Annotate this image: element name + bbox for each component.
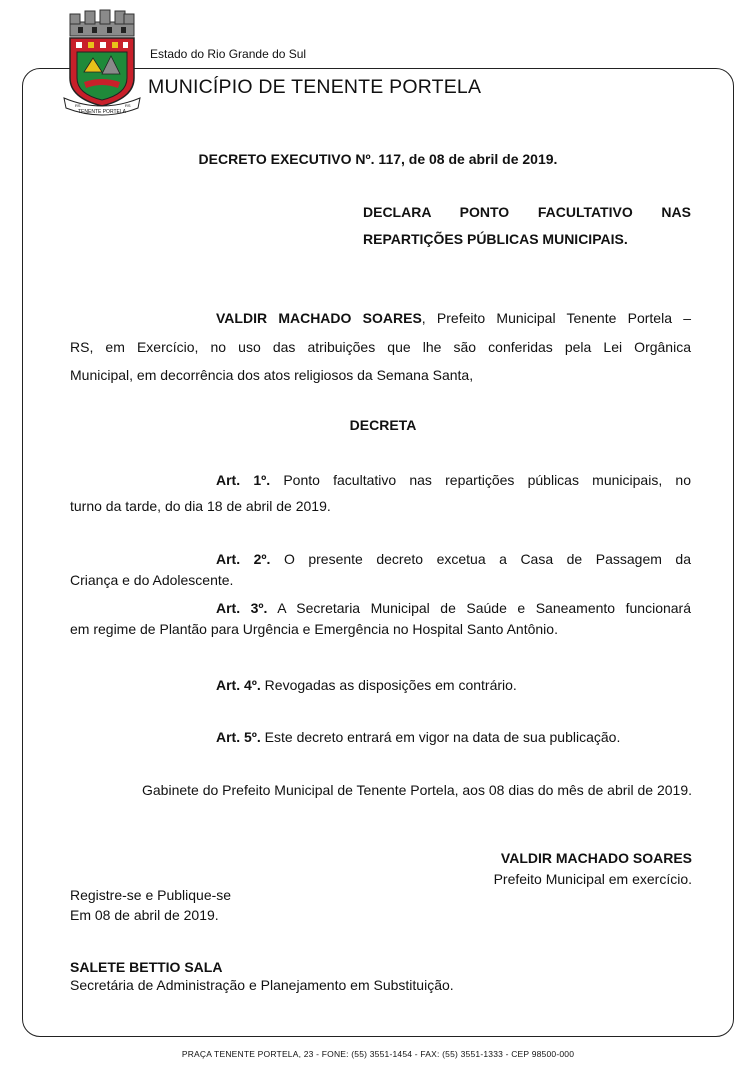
state-name: Estado do Rio Grande do Sul [150,47,307,61]
article-label: Art. 4º. [216,677,261,693]
article-1-line-2: turno da tarde, do dia 18 de abril de 2019. [70,498,331,514]
article-text: O presente decreto excetua a Casa de Passagem da [270,551,691,567]
article-1-line-1 [70,468,691,492]
article-5 [70,725,691,749]
register-line-1: Registre-se e Publique-se [70,887,232,903]
signer-title: Prefeito Municipal em exercício. [493,871,692,887]
signer-name: VALDIR MACHADO SOARES [500,850,692,866]
article-text: Ponto facultativo nas repartições públicas municipais, no [270,472,691,488]
preamble-line-1 [70,306,691,330]
footer-address: PRAÇA TENENTE PORTELA, 23 - FONE: (55) 3551-1454 - FAX: (55) 3551-1333 - CEP 98500-000 [181,1049,575,1059]
municipality-name: MUNICÍPIO DE TENENTE PORTELA [148,76,482,98]
crest-ribbon-right: RS [125,103,131,108]
article-label: Art. 5º. [216,729,261,745]
crest-ribbon-left: RS [75,103,81,108]
article-label: Art. 2º. [216,551,271,567]
preamble-line-1-text: , Prefeito Municipal Tenente Portela – [421,310,692,326]
secretary-name: SALETE BETTIO SALA [70,959,223,975]
article-label: Art. 3º. [216,600,268,616]
article-3-line-2: em regime de Plantão para Urgência e Emergência no Hospital Santo Antônio. [70,621,558,637]
decree-summary-line-2: REPARTIÇÕES PÚBLICAS MUNICIPAIS. [363,231,628,247]
municipal-crest-icon [62,8,142,118]
preamble-line-2: RS, em Exercício, no uso das atribuições que lhe são conferidas pela Lei Orgânica [70,339,691,355]
article-label: Art. 1º. [216,472,271,488]
crest-ribbon-center: TENENTE PORTELA [78,109,126,115]
mayor-name: VALDIR MACHADO SOARES [216,310,422,326]
preamble-line-3: Municipal, em decorrência dos atos religiosos da Semana Santa, [70,367,474,383]
article-text: A Secretaria Municipal de Saúde e Saneamento funcionará [267,600,692,616]
register-line-2: Em 08 de abril de 2019. [70,907,219,923]
decree-summary-line-1: DECLARA PONTO FACULTATIVO NAS [363,204,691,220]
article-2-line-2: Criança e do Adolescente. [70,572,234,588]
decreta-heading: DECRETA [349,417,417,433]
closing-line: Gabinete do Prefeito Municipal de Tenente Portela, aos 08 dias do mês de abril de 2019. [142,782,692,798]
article-text: Este decreto entrará em vigor na data de sua publicação. [260,729,621,745]
secretary-title: Secretária de Administração e Planejamento em Substituição. [70,977,454,993]
article-text: Revogadas as disposições em contrário. [260,677,517,693]
decree-title: DECRETO EXECUTIVO Nº. 117, de 08 de abril de 2019. [198,151,558,167]
article-4 [70,673,691,697]
